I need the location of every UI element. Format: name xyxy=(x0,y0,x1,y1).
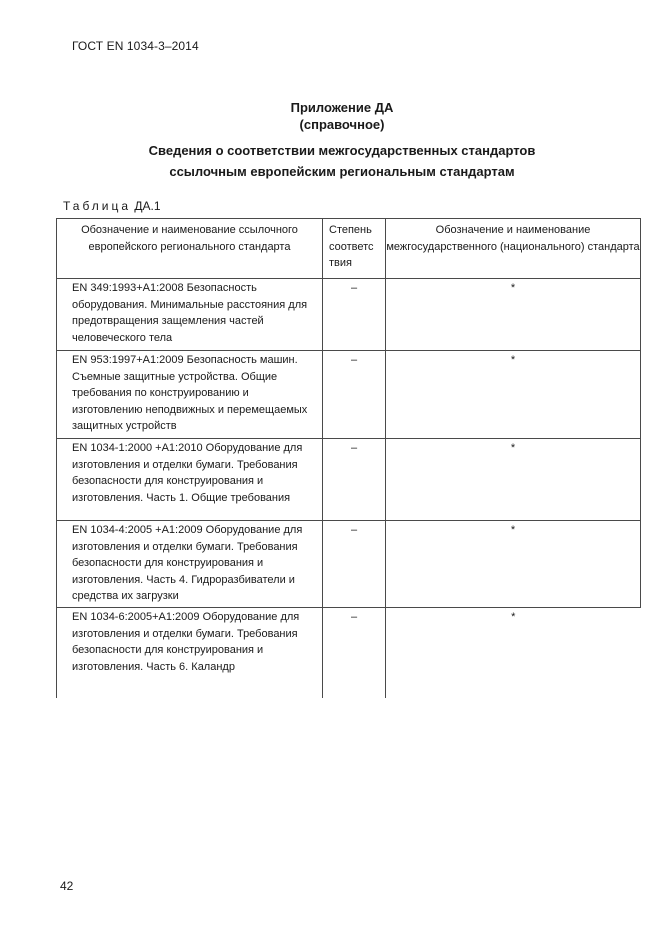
reference-text: EN 1034-4:2005 +A1:2009 Оборудование для изготовления и отделки бумаги. Требования безопасности для конструирования и изготовления. Часть 4. Гидроразбиватели и средства их загрузки xyxy=(72,524,303,602)
reference-text: EN 1034-6:2005+A1:2009 Оборудование для изготовления и отделки бумаги. Требования безопасности для конструирования и изготовления. Часть 6. Каландр xyxy=(72,611,300,673)
table-header-row xyxy=(57,219,641,279)
table-row xyxy=(57,351,641,439)
table-row xyxy=(57,279,641,351)
national-cell: * xyxy=(386,279,641,351)
reference-text: EN 349:1993+A1:2008 Безопасность оборудования. Минимальные расстояния для предотвращения защемления частей человеческого тела xyxy=(72,282,308,344)
reference-text: EN 1034-1:2000 +A1:2010 Оборудование для изготовления и отделки бумаги. Требования безопасности для конструирования и изготовления. Часть 1. Общие требования xyxy=(72,442,303,504)
table-row xyxy=(57,521,641,608)
header-degree-of-correspondence: Степень соответс твия xyxy=(323,219,386,279)
reference-cell xyxy=(57,439,323,521)
header-national-standard: Обозначение и наименование межгосударственного (национального) стандарта xyxy=(386,219,641,279)
reference-cell xyxy=(57,521,323,608)
table-caption-id: ДА.1 xyxy=(134,199,161,213)
heading-line-1: Сведения о соответствии межгосударственных стандартов xyxy=(148,143,536,158)
table-caption-word: Таблица xyxy=(63,199,132,213)
degree-cell: – xyxy=(323,608,386,698)
header-reference-standard: Обозначение и наименование ссылочного европейского регионального стандарта xyxy=(57,219,323,279)
national-cell: * xyxy=(386,439,641,521)
reference-cell xyxy=(57,608,323,698)
national-cell: * xyxy=(386,351,641,439)
table-row xyxy=(57,439,641,521)
degree-cell: – xyxy=(323,439,386,521)
heading-line-2: ссылочным европейским региональным стандартам xyxy=(169,164,515,179)
page-number: 42 xyxy=(60,879,74,893)
table-caption xyxy=(63,199,161,213)
reference-text: EN 953:1997+A1:2009 Безопасность машин. Съемные защитные устройства. Общие требования по конструированию и изготовлению неподвижных и перемещаемых защитных устройств xyxy=(72,354,308,432)
appendix-title: Приложение ДА xyxy=(290,100,394,115)
document-header: ГОСТ EN 1034-3–2014 xyxy=(72,39,199,53)
degree-cell: – xyxy=(323,279,386,351)
degree-cell: – xyxy=(323,521,386,608)
degree-cell: – xyxy=(323,351,386,439)
reference-cell xyxy=(57,351,323,439)
appendix-heading xyxy=(0,140,661,182)
national-cell: * xyxy=(386,521,641,608)
national-cell: * xyxy=(386,608,641,698)
reference-cell xyxy=(57,279,323,351)
table-row xyxy=(57,608,641,698)
standards-table xyxy=(56,218,641,698)
appendix-subtitle: (справочное) xyxy=(299,117,385,132)
